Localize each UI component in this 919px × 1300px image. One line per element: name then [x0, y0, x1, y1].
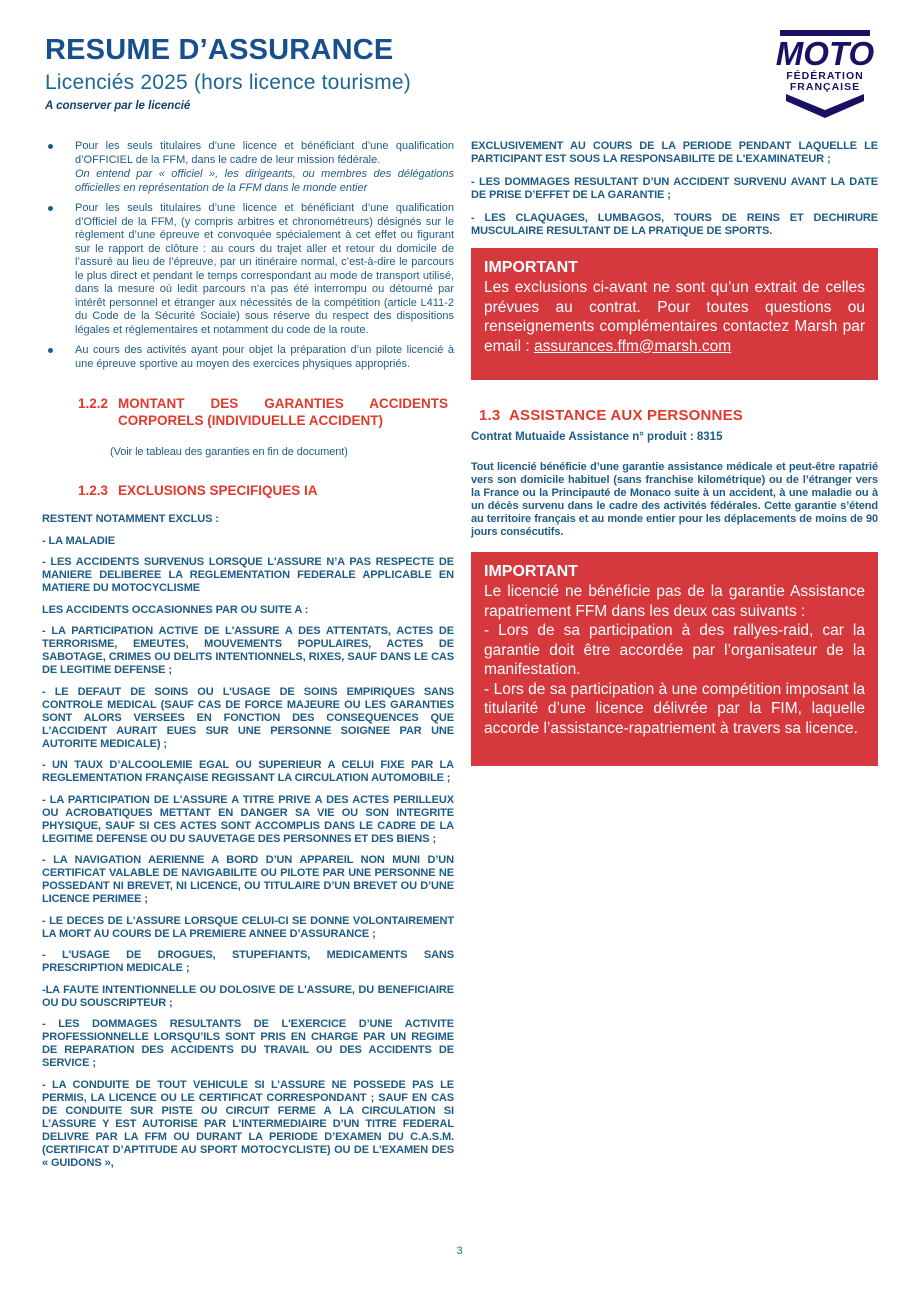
keep-note: A conserver par le licencié: [45, 100, 191, 112]
important-body: [484, 278, 865, 356]
list-item: [42, 140, 454, 195]
logo-word: MOTO: [775, 35, 875, 72]
page-title: RESUME D’ASSURANCE: [45, 34, 394, 66]
exclusion-paragraph: RESTENT NOTAMMENT EXCLUS :: [42, 513, 219, 525]
document-header: [45, 34, 745, 112]
exclusion-paragraph: - LA CONDUITE DE TOUT VEHICULE SI L’ASSURE NE POSSEDE PAS LE PERMIS, LA LICENCE OU LE CERTIFICAT CORRESPONDANT ; SAUF EN CAS DE CONDUITE SUR PISTE OU CIRCUIT FERME A LA CIRCULATION SI L’ASSURE Y EST AUTORISE PAR L’INTERMEDIAIRE D’UN TITRE FEDERAL DELIVRE PAR LA FFM OU DURANT LA PERIODE D’EXAMEN DU C.A.S.M. (CERTIFICAT D’APTITUDE AU SPORT MOTOCYCLISTE) OU DE L'EXAMEN DES « GUIDONS »,: [42, 1078, 454, 1169]
ffm-logo: [772, 28, 878, 122]
exclusion-paragraph: - LES DOMMAGES RESULTANT D’UN ACCIDENT SURVENU AVANT LA DATE DE PRISE D’EFFET DE LA GARANTIE ;: [471, 176, 878, 201]
exclusion-paragraph: LES ACCIDENTS OCCASIONNES PAR OU SUITE A :: [42, 603, 309, 616]
important-box-exclusions: [471, 248, 878, 380]
bullet-text: Au cours des activités ayant pour objet la préparation d’un pilote licencié à une épreuve sportive au moyen des exercices physiques appropriés.: [75, 344, 454, 370]
exclusion-paragraph: - LA NAVIGATION AERIENNE A BORD D’UN APPAREIL NON MUNI D’UN CERTIFICAT VALABLE DE NAVIGABILITE OU PILOTE PAR UNE PERSONNE NE POSSEDANT NI BREVET, NI LICENCE, OU TITULAIRE D’UN BREVET OU D’UNE LICENCE PERIMEE ;: [42, 854, 454, 905]
section-heading-1-3: [479, 407, 878, 424]
bullet-text: Pour les seuls titulaires d’une licence et bénéficiant d’une qualification d’OFFICIEL de la FFM, dans le cadre de leur mission fédérale.: [75, 140, 454, 166]
bullet-text: Pour les seuls titulaires d’une licence et bénéficiant d’une qualification d’Officiel de la FFM, (y compris arbitres et chronométreurs) désignés sur le règlement d’une épreuve et convoquée spécialement à cet effet ou figurant sur le rapport de clôture : au cours du trajet aller et retour du domicile de l’assuré au lieu de l’épreuve, par un itinéraire normal, c’est-à-dire le parcours le plus direct et pendant le temps correspondant au mode de transport utilisé, dans la mesure où ledit parcours n’a pas été interrompu ou détourné par intérêt personnel et étranger aux nécessités de la compétition (article L411-2 du Code de la Sécurité Sociale) sous réserve du respect des dispositions légales et réglementaires et notamment du code de la route.: [75, 202, 454, 336]
page-number: 3: [456, 1245, 463, 1257]
important-line: - Lors de sa participation à des rallyes-raid, car la garantie doit être accordée par l’organisateur de la manifestation.: [484, 622, 865, 678]
exclusion-paragraph: - L'USAGE DE DROGUES, STUPEFIANTS, MEDICAMENTS SANS PRESCRIPTION MEDICALE ;: [42, 949, 454, 974]
garanties-table-note: (Voir le tableau des garanties en fin de document): [110, 446, 348, 458]
bullet-italic-note: On entend par « officiel », les dirigeants, ou membres des délégations officielles en représentation de la FFM dans le monde entier: [75, 168, 454, 194]
section-number: 1.2.2: [78, 396, 109, 411]
exclusion-paragraph: - LE DEFAUT DE SOINS OU L'USAGE DE SOINS EMPIRIQUES SANS CONTROLE MEDICAL (SAUF CAS DE FORCE MAJEURE OU LES GARANTIES SONT ALORS VERSEES EN FONCTION DES CONSEQUENCES QUE L'ACCIDENT AURAIT EUES SUR UNE PERSONNE SOIGNEE PAR UNE AUTORITE MEDICALE) ;: [42, 685, 454, 750]
logo-line1: FÉDÉRATION: [786, 70, 864, 82]
section-number: 1.2.3: [78, 483, 109, 498]
marsh-email-link[interactable]: assurances.ffm@marsh.com: [533, 337, 732, 355]
section-title: MONTANT DES GARANTIES ACCIDENTS CORPORELS (INDIVIDUELLE ACCIDENT): [118, 396, 448, 428]
list-item: [42, 202, 454, 337]
exclusion-paragraph: - LA MALADIE: [42, 534, 115, 547]
important-box-assistance: [471, 552, 878, 766]
officials-bullet-list: [42, 140, 454, 371]
left-column: [42, 140, 454, 1178]
assistance-paragraph: Tout licencié bénéficie d’une garantie assistance médicale et peut-être rapatrié vers son domicile habituel (sans franchise kilométrique) ou de l’étranger vers la France ou la Principauté de Monaco suite à un accident, à une maladie ou à un décès survenu dans le cadre des activités fédérales. Cette garantie s’étend au territoire français et au monde entier pour les déplacements de moins de 90 jours consécutifs.: [471, 461, 878, 538]
exclusions-list: [42, 513, 454, 1170]
important-line: Le licencié ne bénéficie pas de la garantie Assistance rapatriement FFM dans les deux cas suivants :: [484, 583, 865, 620]
exclusion-paragraph: - LA PARTICIPATION ACTIVE DE L'ASSURE A DES ATTENTATS, ACTES DE TERRORISME, EMEUTES, MOUVEMENTS POPULAIRES, ACTES DE SABOTAGE, CRIMES OU DELITS INTENTIONNELS, RIXES, SAUF DANS LE CAS DE LEGITIME DEFENSE ;: [42, 625, 454, 676]
important-body-text: Les exclusions ci-avant ne sont qu’un extrait de celles prévues au contrat. Pour toutes questions ou renseignements complémentaires contactez Marsh par email :: [484, 279, 865, 355]
list-item: [42, 344, 454, 371]
section-number: 1.3: [479, 407, 501, 424]
exclusion-paragraph: - LES DOMMAGES RESULTANTS DE L'EXERCICE D’UNE ACTIVITE PROFESSIONNELLE LORSQU’ILS SONT PRIS EN CHARGE PAR UN REGIME DE REPARATION DES ACCIDENTS DU TRAVAIL OU DES ACCIDENTS DE SERVICE ;: [42, 1018, 454, 1069]
exclusion-paragraph: - LA PARTICIPATION DE L'ASSURE A TITRE PRIVE A DES ACTES PERILLEUX OU ACROBATIQUES METTANT EN DANGER SA VIE OU SON INTEGRITE PHYSIQUE, SAUF SI CES ACTES SONT ACCOMPLIS DANS LE CADRE DE LA LEGITIME DEFENSE OU DU SAUVETAGE DES PERSONNES ET DES BIENS ;: [42, 793, 454, 845]
exclusion-paragraph: - LES CLAQUAGES, LUMBAGOS, TOURS DE REINS ET DECHIRURE MUSCULAIRE RESULTANT DE LA PRATIQUE DE SPORTS.: [471, 212, 878, 237]
ffm-logo-icon: [772, 28, 878, 122]
logo-line2: FRANÇAISE: [789, 81, 861, 93]
section-heading-1-2-3: [78, 482, 454, 499]
exclusion-paragraph: - LES ACCIDENTS SURVENUS LORSQUE L'ASSURE N’A PAS RESPECTE DE MANIERE DELIBEREE LA REGLEMENTATION FEDERALE APPLICABLE EN MATIERE DU MOTOCYCLISME: [42, 556, 454, 594]
page-subtitle: Licenciés 2025 (hors licence tourisme): [45, 71, 411, 94]
exclusion-paragraph: -LA FAUTE INTENTIONNELLE OU DOLOSIVE DE L'ASSURE, DU BENEFICIAIRE OU DU SOUSCRIPTEUR ;: [42, 983, 454, 1009]
right-column: [471, 140, 878, 1178]
exclusion-paragraph: - UN TAUX D’ALCOOLEMIE EGAL OU SUPERIEUR A CELUI FIXE PAR LA REGLEMENTATION FRANÇAISE REGISSANT LA CIRCULATION AUTOMOBILE ;: [42, 759, 454, 784]
exclusion-paragraph: - LE DECES DE L'ASSURE LORSQUE CELUI-CI SE DONNE VOLONTAIREMENT LA MORT AU COURS DE LA PREMIERE ANNEE D’ASSURANCE ;: [42, 914, 454, 940]
important-title: IMPORTANT: [484, 259, 578, 276]
section-title: ASSISTANCE AUX PERSONNES: [509, 407, 744, 424]
section-title: EXCLUSIONS SPECIFIQUES IA: [118, 483, 318, 498]
important-title: IMPORTANT: [484, 563, 578, 580]
contract-reference: Contrat Mutuaide Assistance n° produit : 8315: [471, 431, 723, 443]
exclusion-paragraph: EXCLUSIVEMENT AU COURS DE LA PERIODE PENDANT LAQUELLE LE PARTICIPANT EST SOUS LA RESPONSABILITE DE L'EXAMINATEUR ;: [471, 140, 878, 165]
section-heading-1-2-2: [78, 395, 454, 429]
important-line: - Lors de sa participation à une compétition imposant la titularité d’une licence délivrée par la FIM, laquelle accorde l’assistance-rapatriement à travers sa licence.: [484, 680, 865, 737]
content-columns: [42, 140, 878, 1178]
